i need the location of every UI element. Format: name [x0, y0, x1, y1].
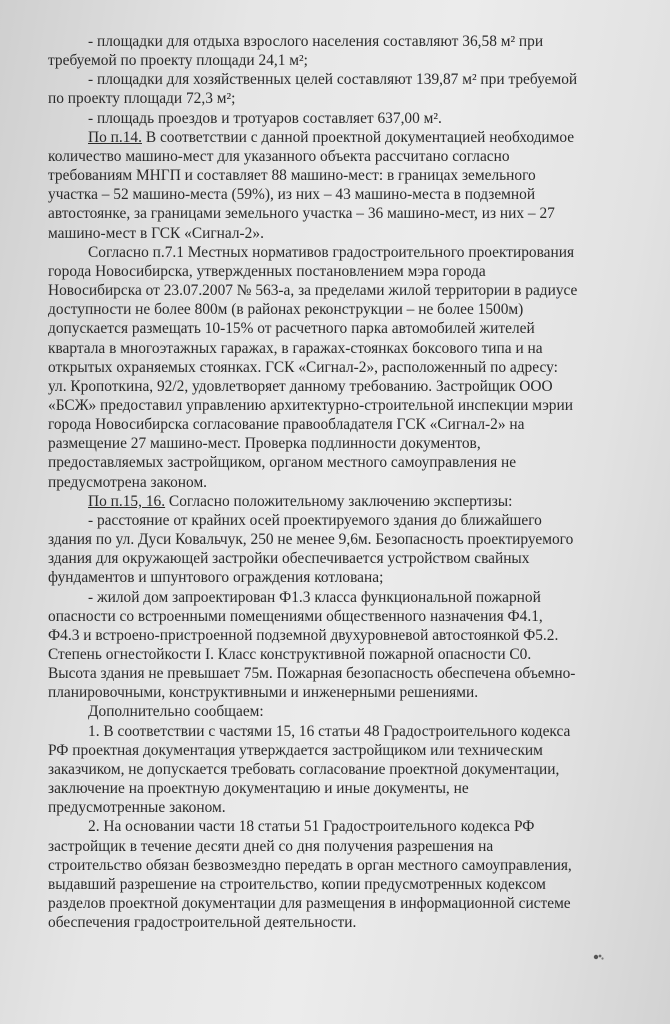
paragraph-household-area: [48, 70, 628, 108]
line: Степень огнестойкости I. Класс конструктивной пожарной опасности С0.: [48, 646, 532, 663]
line: требуемой по проекту площади 24,1 м²;: [48, 52, 308, 70]
line: количество машино-мест для указанного объекта рассчитано согласно: [48, 147, 510, 165]
line: квартала в многоэтажных гаражах, в гаражах-стоянках боксового типа и на: [48, 339, 543, 357]
line: строительство обязан безвозмездно передать в орган местного самоуправления,: [48, 856, 572, 874]
line: здания по ул. Дуси Ковальчук, 250 не менее 9,6м. Безопасность проектируемого: [48, 531, 574, 549]
line: города Новосибирска согласование правообладателя ГСК «Сигнал-2» на: [48, 416, 525, 434]
paper-speck-mark: [592, 952, 606, 962]
line: выдавший разрешение на строительство, копии предусмотренных кодексом: [48, 875, 546, 893]
line: допускается размещать 10-15% от расчетного парка автомобилей жителей: [48, 320, 535, 338]
line: В соответствии с данной проектной документацией необходимое: [141, 128, 575, 146]
paragraph-article-51: [48, 817, 628, 932]
item-15-16-lead: По п.15, 16.: [88, 492, 166, 510]
line: - площадь проездов и тротуаров составляет 637,00 м².: [88, 109, 442, 127]
line: 1. В соответствии с частями 15, 16 статьи 48 Градостроительного кодекса: [88, 722, 571, 740]
line: заказчиком, не допускается требовать согласование проектной документации,: [48, 760, 560, 778]
paragraph-local-norms: [48, 243, 628, 492]
line: размещение 27 машино-мест. Проверка подлинности документов,: [48, 435, 481, 453]
document-body: [48, 32, 628, 932]
line: заключение на проектную документацию и иные документы, не: [48, 780, 469, 798]
paragraph-driveways-area: [48, 109, 628, 128]
paragraph-adult-recreation-area: [48, 32, 628, 70]
line: РФ проектная документация утверждается застройщиком или техническим: [48, 741, 543, 759]
item-14-lead: По п.14.: [88, 128, 142, 146]
line: застройщик в течение десяти дней со дня получения разрешения на: [48, 837, 494, 855]
line: - площадки для хозяйственных целей составляют 139,87 м² при требуемой: [88, 71, 578, 89]
line: предоставляемых застройщиком, органом местного самоуправления не: [48, 454, 517, 472]
line: открытых охраняемых стоянках. ГСК «Сигнал-2», расположенный по адресу:: [48, 358, 558, 376]
line: фундаментов и шпунтового ограждения котлована;: [48, 569, 384, 587]
line: Новосибирска от 23.07.2007 № 563-а, за пределами жилой территории в радиусе: [48, 282, 578, 300]
line: обеспечения градостроительной деятельности.: [48, 914, 357, 932]
line: здания для окружающей застройки обеспечивается устройством свайных: [48, 550, 530, 568]
line: города Новосибирска, утвержденных постановлением мэра города: [48, 262, 486, 280]
line: доступности не более 800м (в районах реконструкции – не более 1500м): [48, 301, 524, 319]
line: требованиям МНГП и составляет 88 машино-мест: в границах земельного: [48, 167, 536, 185]
line: - площадки для отдыха взрослого населения составляют 36,58 м² при: [88, 33, 544, 50]
line: Согласно п.7.1 Местных нормативов градостроительного проектирования: [88, 243, 575, 261]
line: Согласно положительному заключению экспертизы:: [165, 492, 513, 510]
paragraph-additional-info: [48, 702, 628, 721]
line: - расстояние от крайних осей проектируемого здания до ближайшего: [88, 511, 542, 529]
line: Ф4.3 и встроено-пристроенной подземной двухуровневой автостоянкой Ф5.2.: [48, 626, 559, 644]
paragraph-item-14: [48, 128, 628, 243]
paragraph-building-distance: [48, 511, 628, 588]
line: по проекту площади 72,3 м²;: [48, 90, 236, 108]
paragraph-article-48: [48, 722, 628, 818]
line: 2. На основании части 18 статьи 51 Градостроительного кодекса РФ: [88, 818, 535, 836]
paragraph-fire-safety: [48, 588, 628, 703]
line: ул. Кропоткина, 92/2, удовлетворяет данному требованию. Застройщик ООО: [48, 377, 553, 395]
line: - жилой дом запроектирован Ф1.3 класса функциональной пожарной: [88, 588, 541, 606]
line: участка – 52 машино-места (59%), из них – 43 машино-места в подземной: [48, 186, 536, 204]
line: предусмотренные законом.: [48, 799, 226, 817]
line: опасности со встроенными помещениями общественного назначения Ф4.1,: [48, 607, 543, 625]
line: Дополнительно сообщаем:: [88, 703, 264, 721]
line: Высота здания не превышает 75м. Пожарная безопасность обеспечена объемно-: [48, 665, 576, 683]
line: машино-мест в ГСК «Сигнал-2».: [48, 224, 264, 242]
line: автостоянке, за границами земельного участка – 36 машино-мест, из них – 27: [48, 205, 555, 223]
paragraph-item-15-16: [48, 492, 628, 511]
line: планировочными, конструктивными и инженерными решениями.: [48, 684, 479, 702]
line: «БСЖ» предоставил управлению архитектурно-строительной инспекции мэрии: [48, 396, 573, 414]
line: разделов проектной документации для размещения в информационной системе: [48, 895, 571, 913]
line: предусмотрена законом.: [48, 473, 208, 491]
